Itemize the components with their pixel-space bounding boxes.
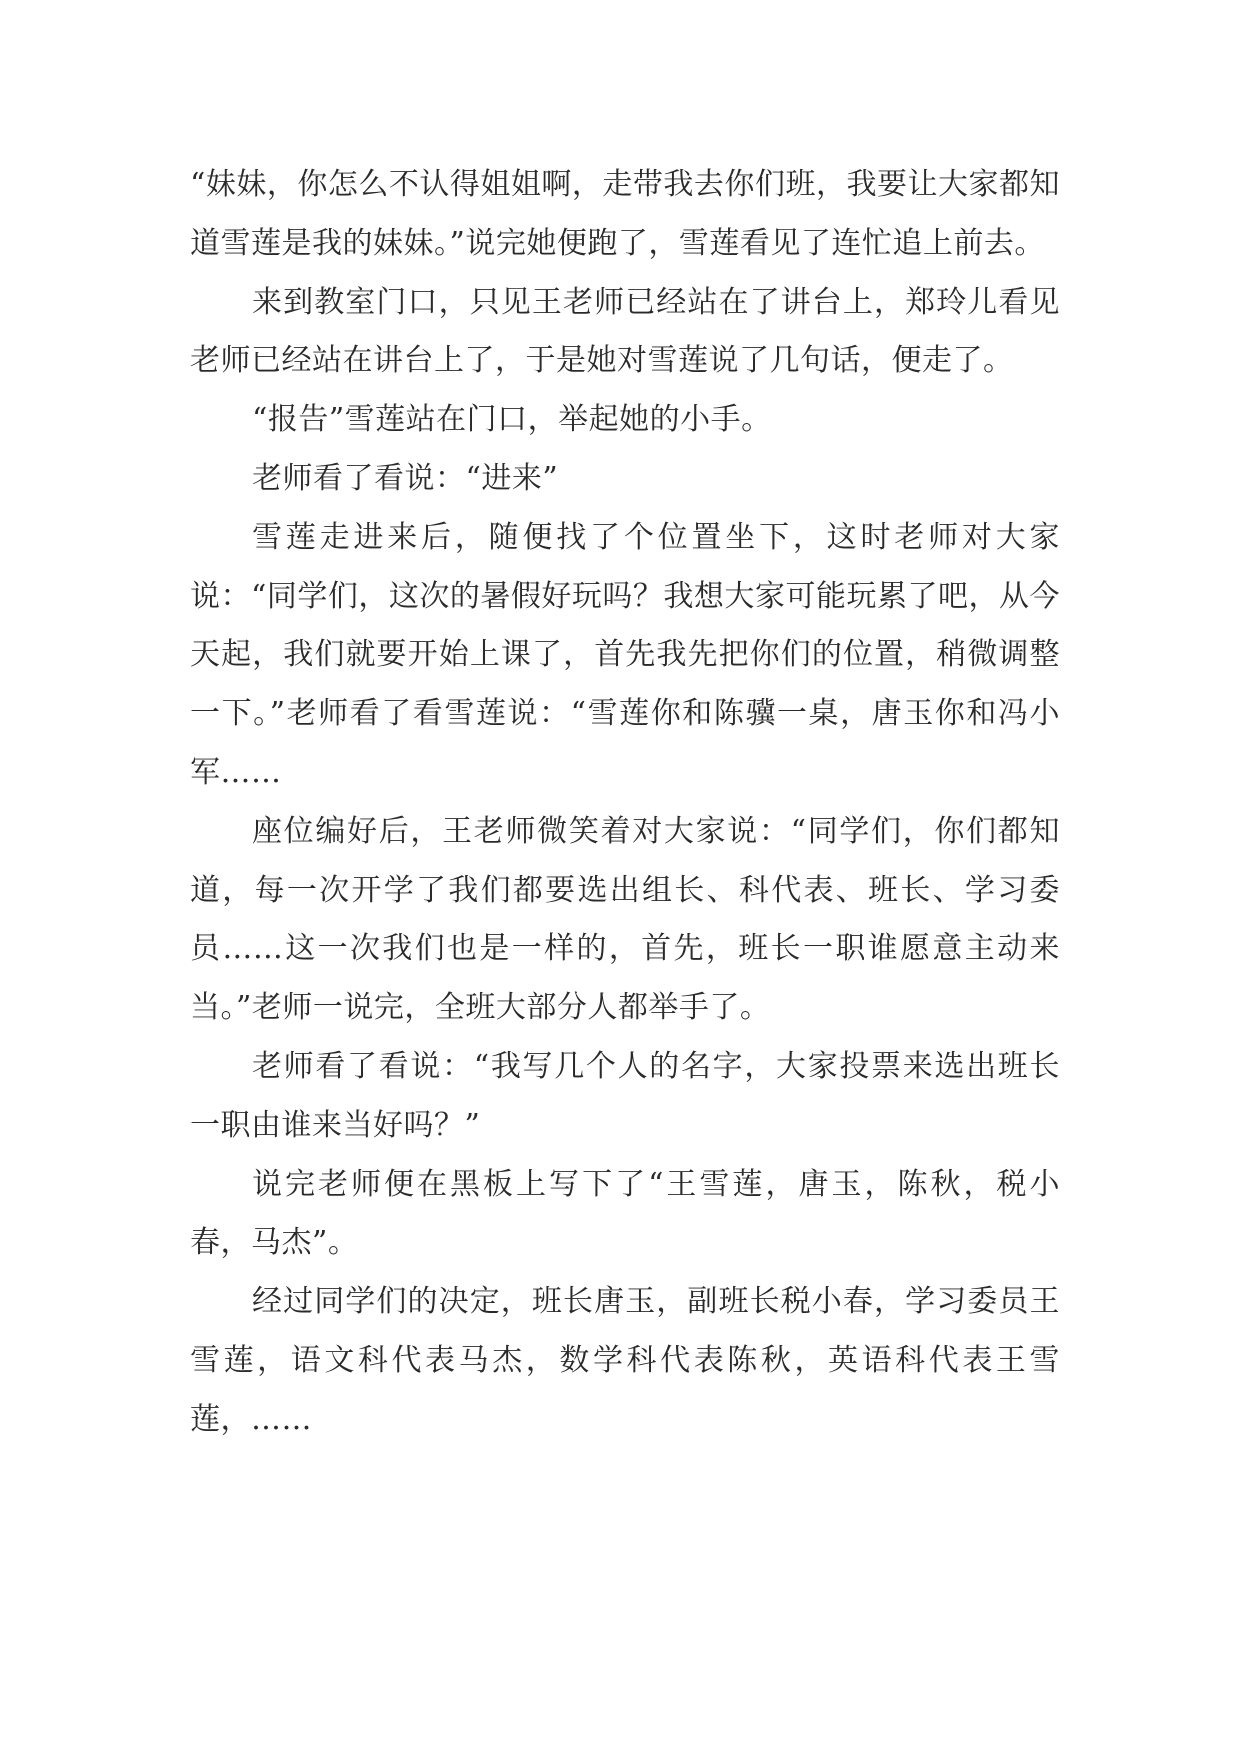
paragraph: 经过同学们的决定，班长唐玉，副班长税小春，学习委员王雪莲，语文科代表马杰，数学科代表陈秋，英语科代表王雪莲，……	[190, 1284, 1060, 1437]
paragraph: 老师看了看说：“我写几个人的名字，大家投票来选出班长一职由谁来当好吗？”	[190, 1048, 1060, 1143]
paragraph: 来到教室门口，只见王老师已经站在了讲台上，郑玲儿看见老师已经站在讲台上了，于是她对雪莲说了几句话，便走了。	[190, 284, 1060, 379]
paragraph: 雪莲走进来后，随便找了个位置坐下，这时老师对大家说：“同学们，这次的暑假好玩吗？我想大家可能玩累了吧，从今天起，我们就要开始上课了，首先我先把你们的位置，稍微调整一下。”老师看了看雪莲说：“雪莲你和陈骥一桌，唐玉你和冯小军……	[190, 519, 1060, 790]
paragraph: 老师看了看说：“进来”	[252, 460, 559, 496]
paragraph: “妹妹，你怎么不认得姐姐啊，走带我去你们班，我要让大家都知道雪莲是我的妹妹。”说完她便跑了，雪莲看见了连忙追上前去。	[190, 167, 1060, 261]
paragraph: 座位编好后，王老师微笑着对大家说：“同学们，你们都知道，每一次开学了我们都要选出组长、科代表、班长、学习委员……这一次我们也是一样的，首先，班长一职谁愿意主动来当。”老师一说完，全班大部分人都举手了。	[190, 813, 1060, 1026]
document-body	[190, 156, 1060, 1450]
paragraph: “报告”雪莲站在门口，举起她的小手。	[252, 402, 772, 438]
paragraph: 说完老师便在黑板上写下了“王雪莲，唐玉，陈秋，税小春，马杰”。	[190, 1166, 1060, 1261]
